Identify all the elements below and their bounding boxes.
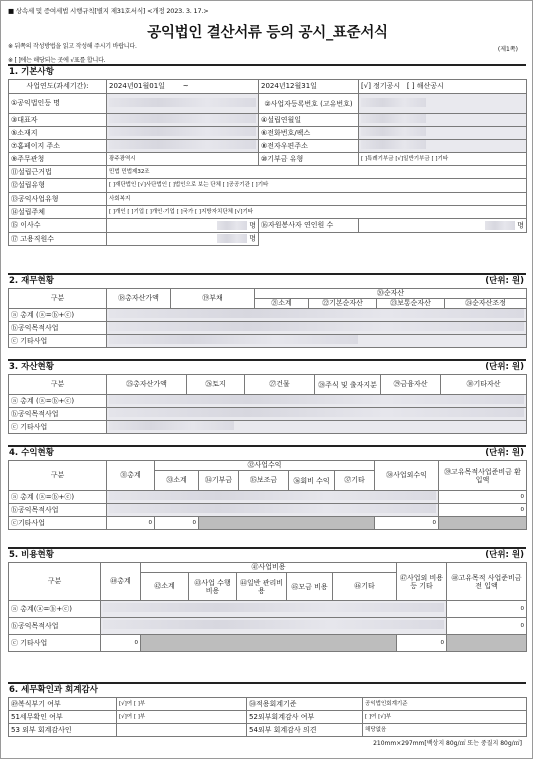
revenue-status-table: 구분 ㉛총계 ㉜사업수익 ㊳사업외수익 ㊴고유목적사업준비금 환입액 ㉝소계 ㉞기부금 ㉟보조금 ㊱회비 수익 ㊲기타 ⓐ 총계 (ⓐ=ⓑ+ⓒ) 0 ⓑ공익목적사업 0 ⓒ기타사업 0 0 0: [8, 460, 527, 530]
corp-name-label: ①공익법인등 명: [9, 94, 107, 114]
fin-col-net-adjust: ㉔순자산조정: [445, 299, 527, 309]
fin-col-net-assets: ⑳순자산: [255, 289, 527, 299]
fiscal-year-label: 사업연도(과세기간):: [9, 80, 107, 94]
exp-col-non-business: ㊼사업외 비용 등 기타: [397, 563, 447, 601]
authority-value: 광주광역시: [107, 153, 259, 166]
basic-info-table: [8, 79, 527, 246]
section-revenue-status: 4. 수익현황 (단위: 원): [8, 445, 526, 459]
rev-row-public: ⓑ공익목적사업: [9, 504, 107, 517]
legal-basis-value: 민법 민법제32조: [107, 166, 527, 179]
established-value: [359, 114, 527, 127]
rev-col-subsidy: ㉟보조금: [239, 471, 289, 491]
asset-col-building: ㉗건물: [245, 375, 315, 395]
audit-opinion-value: 해당없음: [363, 724, 527, 737]
tax-audit-table: [8, 697, 527, 737]
rev-col-business-revenue: ㉜사업수익: [155, 461, 375, 471]
rev-row-total: ⓐ 총계 (ⓐ=ⓑ+ⓒ): [9, 491, 107, 504]
external-auditor-value: [117, 724, 247, 737]
fin-row-public: ⓑ공익목적사업: [9, 322, 107, 335]
asset-row-total: ⓐ 총계 (ⓐ=ⓑ+ⓒ): [9, 395, 107, 408]
fin-row-total: ⓐ 총계 (ⓐ=ⓑ+ⓒ): [9, 309, 107, 322]
exp-col-total: ㊵총계: [101, 563, 141, 601]
business-number-label: ②사업자등록번호 (고유번호): [259, 94, 359, 114]
rev-col-reserve-reversal: ㊴고유목적사업준비금 환입액: [439, 461, 527, 491]
accounting-standard-label: ㊿적용회계기준: [247, 698, 363, 711]
asset-row-public: ⓑ공익목적사업: [9, 408, 107, 421]
fin-col-category: 구분: [9, 289, 107, 309]
representative-value: [107, 114, 259, 127]
phone-fax-value: [359, 127, 527, 140]
section-basic-info: 1. 기본사항: [8, 64, 526, 78]
exp-col-category: 구분: [9, 563, 101, 601]
volunteers-label: ⑯자원봉사자 연인원 수: [259, 219, 359, 233]
rev-total-reserve: 0: [439, 491, 527, 504]
directors-value: 명: [107, 219, 259, 233]
founder-value[interactable]: [ ]개인 [ ]기업 [ ]개인·기업 [ ]국가 [ ]지방자치단체 [√]기타: [107, 206, 527, 219]
asset-col-category: 구분: [9, 375, 107, 395]
public-purpose-type-label: ⑬공익사업유형: [9, 193, 107, 206]
phone-fax-label: ⑥전화번호/팩스: [259, 127, 359, 140]
legal-basis-label: ⑪설립근거법: [9, 166, 107, 179]
fin-col-total-assets: ⑱총자산가액: [107, 289, 171, 309]
homepage-label: ⑦홈페이지 주소: [9, 140, 107, 153]
rev-row-other: ⓒ기타사업: [9, 517, 107, 530]
exp-row-other: ⓒ 기타사업: [9, 635, 101, 652]
exp-col-reserve: ㊽고유목적 사업준비금전 입액: [447, 563, 527, 601]
tax-check-label: 51세무확인 여부: [9, 711, 117, 724]
email-value: [359, 140, 527, 153]
double-entry-value[interactable]: [√]여 [ ]부: [117, 698, 247, 711]
asset-col-other: ㉚기타자산: [441, 375, 527, 395]
rev-public-reserve: 0: [439, 504, 527, 517]
accounting-standard-value: 공익법인회계기준: [363, 698, 527, 711]
disclosure-type[interactable]: [√] 정기공시 [ ] 해산공시: [359, 80, 527, 94]
fin-col-common-net: ㉓보통순자산: [377, 299, 445, 309]
exp-col-subtotal: ㊷소계: [141, 573, 189, 601]
employees-label: ⑰ 고용직원수: [9, 233, 107, 246]
rev-col-subtotal: ㉝소계: [155, 471, 199, 491]
exp-col-business-expense: ㊶사업비용: [141, 563, 397, 573]
instruction-2: ※ [ ]에는 해당되는 곳에 √표를 합니다.: [8, 57, 106, 64]
instruction-1: ※ 뒤쪽의 작성방법을 읽고 작성해 주시기 바랍니다.: [8, 43, 137, 50]
establishment-type-value[interactable]: [ ]재단법인 [√]사단법인 [ ]법인으로 보는 단체 [ ]공공기관 [ ]기타: [107, 179, 527, 193]
paper-spec: 210mm×297mm[백상지 80g/㎡ 또는 중질지 80g/㎡]: [373, 740, 522, 747]
fin-col-basic-net: ㉒기본순자산: [309, 299, 377, 309]
fin-col-subtotal: ㉑소계: [255, 299, 309, 309]
business-number-value: [359, 94, 527, 114]
representative-label: ③대표자: [9, 114, 107, 127]
public-purpose-type-value: 사회복지: [107, 193, 527, 206]
donation-type-value[interactable]: [ ]특례기부금 [√]일반기부금 [ ]기타: [359, 153, 527, 166]
section-financial-status: 2. 재무현황 (단위: 원): [8, 273, 526, 287]
asset-col-stock: ㉘주식 및 출자지분: [315, 375, 381, 395]
exp-col-other: ㊻기타: [333, 573, 397, 601]
regulation-note: ■ 상속세 및 증여세법 시행규칙[별지 제31호서식] <개정 2023. 3. 17.>: [8, 7, 209, 15]
asset-col-financial: ㉙금융자산: [381, 375, 441, 395]
founder-label: ⑭설립주체: [9, 206, 107, 219]
rev-col-donation: ㉞기부금: [199, 471, 239, 491]
external-auditor-label: 53 외부 회계감사인: [9, 724, 117, 737]
address-label: ⑤소재지: [9, 127, 107, 140]
section-tax-audit: 6. 세무확인과 회계감사: [8, 682, 526, 696]
fiscal-start: 2024년01월01일 ~: [107, 80, 259, 94]
form-title: 공익법인 결산서류 등의 공시_표준서식: [147, 25, 388, 41]
exp-row-total: ⓐ 총계(ⓐ=ⓑ+ⓒ): [9, 601, 101, 618]
donation-type-label: ⑩기부금 유형: [259, 153, 359, 166]
homepage-value: [107, 140, 259, 153]
email-label: ⑧전자우편주소: [259, 140, 359, 153]
fiscal-end: 2024년12월31일: [259, 80, 359, 94]
external-audit-value[interactable]: [ ]여 [√]부: [363, 711, 527, 724]
financial-status-table: [8, 288, 527, 348]
expense-status-table: 구분 ㊵총계 ㊶사업비용 ㊼사업외 비용 등 기타 ㊽고유목적 사업준비금전 입액 ㊷소계 ㊸사업 수행비용 ㊹일반 관리비용 ㊺모금 비용 ㊻기타 ⓐ 총계(ⓐ=ⓑ+ⓒ) 0 ⓑ공익목적사업 0 ⓒ 기타사업 0 0: [8, 562, 527, 652]
external-audit-label: 52외부회계감사 여부: [247, 711, 363, 724]
double-entry-label: ㊾복식부기 여부: [9, 698, 117, 711]
fin-row-other: ⓒ 기타사업: [9, 335, 107, 348]
establishment-type-label: ⑫설립유형: [9, 179, 107, 193]
established-label: ④설립연월일: [259, 114, 359, 127]
exp-col-operation: ㊸사업 수행비용: [189, 573, 237, 601]
rev-col-other: ㊲기타: [335, 471, 375, 491]
exp-col-fundraising: ㊺모금 비용: [287, 573, 333, 601]
section-asset-status: 3. 자산현황 (단위: 원): [8, 359, 526, 373]
exp-col-general-admin: ㊹일반 관리비용: [237, 573, 287, 601]
asset-status-table: [8, 374, 527, 434]
corp-name-value: [107, 94, 259, 114]
audit-opinion-label: 54외부 회계감사 의견: [247, 724, 363, 737]
rev-col-non-business: ㊳사업외수익: [375, 461, 439, 491]
asset-col-land: ㉖토지: [187, 375, 245, 395]
tax-check-value[interactable]: [√]여 [ ]부: [117, 711, 247, 724]
rev-col-category: 구분: [9, 461, 107, 491]
directors-label: ⑮ 이사수: [9, 219, 107, 233]
volunteers-value: 명: [359, 219, 527, 233]
rev-col-membership: ㊱회비 수익: [289, 471, 335, 491]
authority-label: ⑨주무관청: [9, 153, 107, 166]
exp-row-public: ⓑ공익목적사업: [9, 618, 101, 635]
fin-col-liabilities: ⑲부채: [171, 289, 255, 309]
address-value: [107, 127, 259, 140]
employees-value: 명: [107, 233, 259, 246]
rev-col-total: ㉛총계: [107, 461, 155, 491]
asset-row-other: ⓒ 기타사업: [9, 421, 107, 434]
form-page-number: (제1쪽): [497, 46, 518, 53]
asset-col-total: ㉕총자산가액: [107, 375, 187, 395]
section-expense-status: 5. 비용현황 (단위: 원): [8, 547, 526, 561]
